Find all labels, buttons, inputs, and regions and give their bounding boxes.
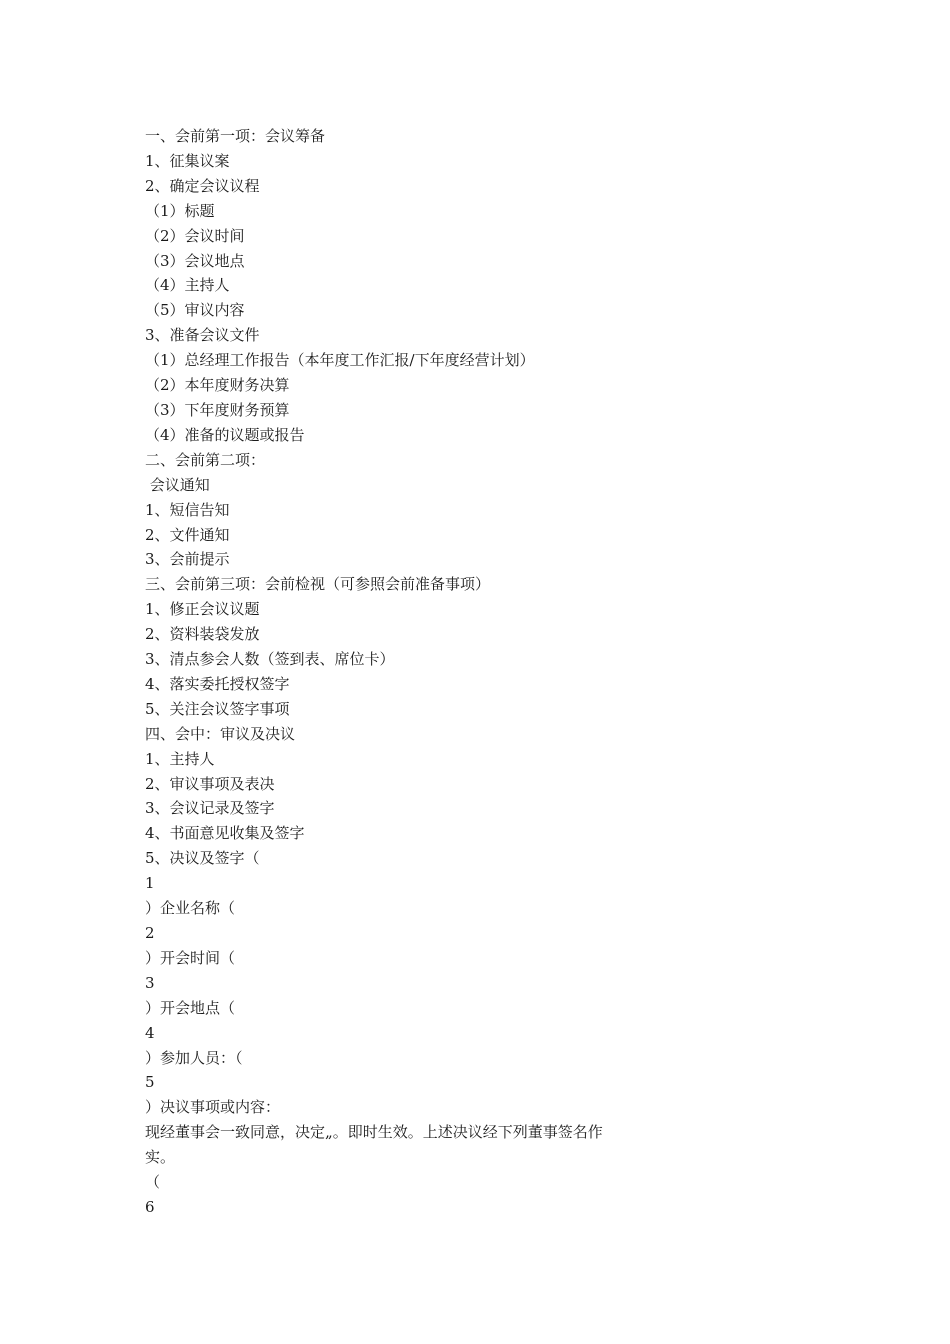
document-line: 3、会前提示 [145,550,230,569]
document-line: ）决议事项或内容： [145,1098,281,1117]
document-body [145,124,665,1220]
document-line: （1）总经理工作报告（本年度工作汇报/下年度经营计划） [145,351,535,370]
document-line: 2、确定会议议程 [145,176,260,195]
document-line: 2 [145,924,155,942]
document-line: 3、准备会议文件 [145,326,260,345]
document-line: 1、修正会议议题 [145,600,260,619]
document-line: （5）审议内容 [145,301,245,320]
document-line: （4）准备的议题或报告 [145,425,305,444]
document-line: 一、会前第一项：会议筹备 [145,127,326,145]
document-line: 实。 [145,1148,176,1167]
document-line: 会议通知 [145,475,210,494]
document-line: 4 [145,1023,155,1042]
document-line: ）企业名称（ [145,899,236,918]
document-line: ）参加人员：（ [145,1048,243,1067]
document-line: 5 [145,1073,155,1092]
document-line: 4、书面意见收集及签字 [145,824,305,843]
document-line: 现经董事会一致同意，决定„。即时生效。上述决议经下列董事签名作 [145,1123,603,1142]
document-line: 三、会前第三项：会前检视（可参照会前准备事项） [145,575,491,594]
document-line: 1、主持人 [145,749,215,768]
document-line: 2、资料装袋发放 [145,625,260,644]
document-line: 2、文件通知 [145,525,230,544]
document-line: 四、会中：审议及决议 [145,724,296,743]
document-line: （2）本年度财务决算 [145,376,290,395]
document-line: （3）会议地点 [145,251,245,270]
document-line: （4）主持人 [145,276,230,295]
document-line: （1）标题 [145,201,215,220]
document-line: 1、征集议案 [145,151,230,170]
document-line: 3、清点参会人数（签到表、席位卡） [145,650,395,669]
document-line: （2）会议时间 [145,226,245,245]
document-line: ）开会地点（ [145,998,236,1017]
document-line: 1、短信告知 [145,500,230,519]
document-line: （ [145,1173,161,1192]
document-line: 2、审议事项及表决 [145,774,275,793]
document-line: 5、决议及签字（ [145,849,260,868]
document-line: 二、会前第二项： [145,450,266,469]
document-line: ）开会时间（ [145,948,236,967]
document-line: 3 [145,973,155,992]
document-line: 5、关注会议签字事项 [145,699,290,718]
document-line: 1 [145,874,155,893]
document-line: 6 [145,1197,155,1216]
document-line: （3）下年度财务预算 [145,400,290,419]
document-line: 4、落实委托授权签字 [145,674,290,693]
document-line: 3、会议记录及签字 [145,799,275,818]
